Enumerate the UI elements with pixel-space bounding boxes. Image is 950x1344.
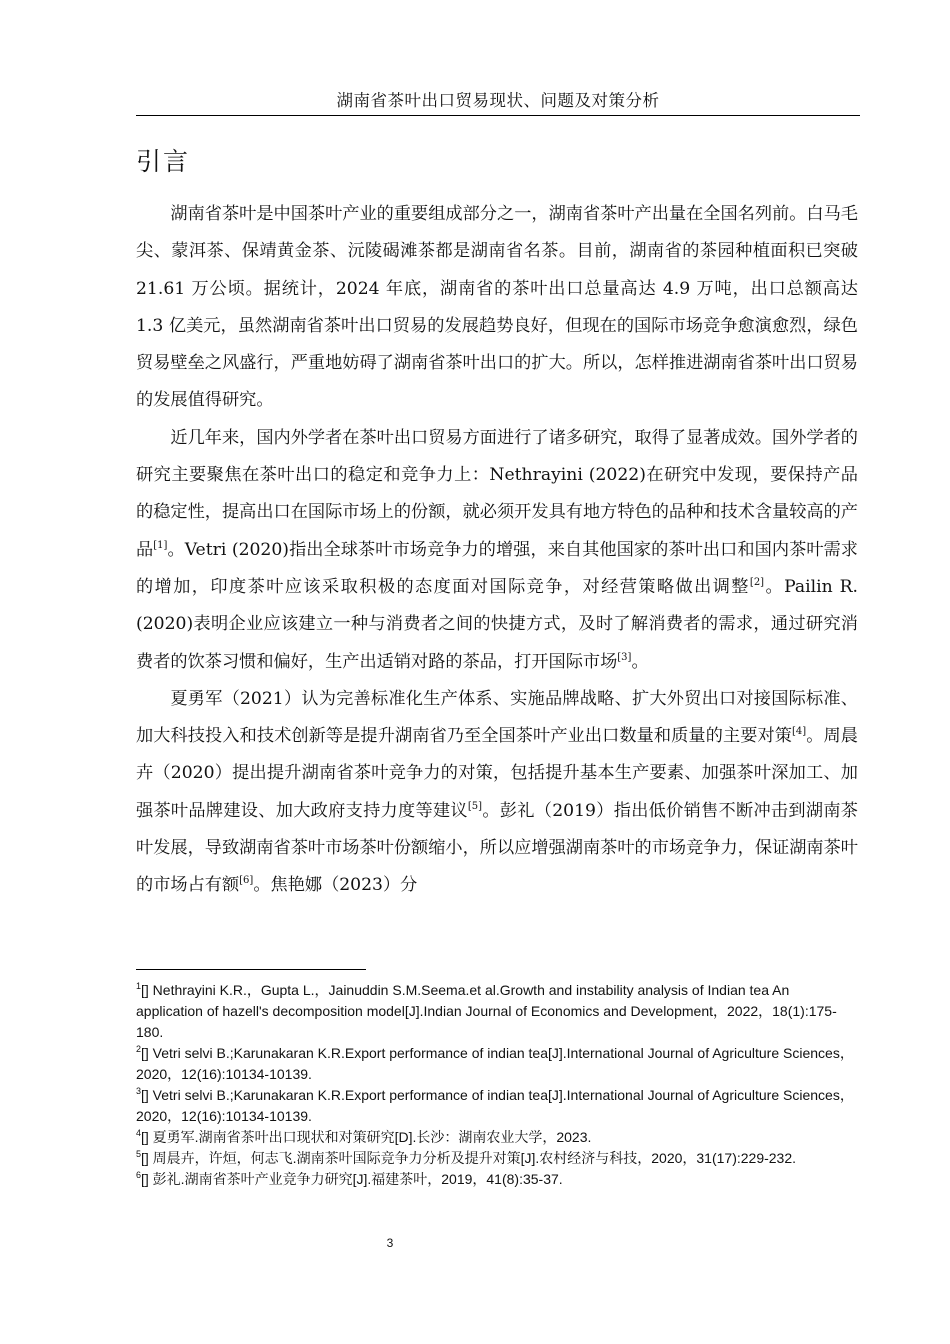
paragraph [136, 420, 858, 681]
footnote-text: [] 彭礼.湖南省茶叶产业竞争力研究[J].福建茶叶，2019，41(8):35-37. [141, 1171, 563, 1187]
header-rule [136, 115, 860, 116]
citation-marker: [5] [467, 800, 483, 812]
paragraph-text: 夏勇军（2021）认为完善标准化生产体系、实施品牌战略、扩大外贸出口对接国际标准、加大科技投入和技术创新等是提升湖南省乃至全国茶叶产业出口数量和质量的主要对策 [136, 688, 858, 747]
footnote-text: [] 夏勇军.湖南省茶叶出口现状和对策研究[D].长沙：湖南农业大学，2023. [141, 1129, 592, 1145]
footnote [136, 1127, 856, 1148]
footnote-mark: 2 [136, 1044, 142, 1054]
footnote-mark: 3 [136, 1086, 142, 1096]
footnote [136, 980, 856, 1043]
paragraph-text: 。 [631, 651, 649, 672]
paragraph-text: 。彭礼（2019）指出低价销售不断冲击到湖南茶叶发展，导致湖南省茶叶市场茶叶份额缩小，所以应增强湖南茶叶的市场竞争力，保证湖南茶叶的市场占有额 [136, 800, 858, 896]
citation-marker: [2] [749, 576, 765, 588]
footnote-separator [136, 969, 366, 970]
paragraph [136, 681, 858, 905]
footnote-text: [] Vetri selvi B.;Karunakaran K.R.Export performance of indian tea[J].International Journal of Agriculture Sciences，2020，12(16):10134-10139. [136, 1087, 854, 1124]
footnote-mark: 6 [136, 1170, 142, 1180]
footnote-text: [] 周晨卉，许烜，何志飞.湖南茶叶国际竞争力分析及提升对策[J].农村经济与科技，2020，31(17):229-232. [141, 1150, 797, 1166]
footnote-mark: 4 [136, 1128, 142, 1138]
paragraph-text: 。周晨卉（2020）提出提升湖南省茶叶竞争力的对策，包括提升基本生产要素、加强茶叶深加工、加强茶叶品牌建设、加大政府支持力度等建议 [136, 726, 858, 821]
footnote [136, 1169, 856, 1190]
footnote-mark: 1 [136, 981, 142, 991]
body-text [136, 196, 858, 905]
running-header: 湖南省茶叶出口贸易现状、问题及对策分析 [336, 91, 660, 110]
paragraph [136, 196, 858, 420]
paragraph-text: 。Pailin R.(2020)表明企业应该建立一种与消费者之间的快捷方式，及时了解消费者的需求，通过研究消费者的饮茶习惯和偏好，生产出适销对路的茶品，打开国际市场 [136, 576, 858, 672]
citation-marker: [4] [792, 726, 807, 738]
citation-marker: [1] [153, 539, 168, 551]
footnote-text: [] Vetri selvi B.;Karunakaran K.R.Export performance of indian tea[J].International Journal of Agriculture Sciences，2020，12(16):10134-10139. [136, 1045, 854, 1082]
page-number: 3 [386, 1236, 394, 1250]
footnote-mark: 5 [136, 1149, 142, 1159]
paragraph-text: 湖南省茶叶是中国茶叶产业的重要组成部分之一，湖南省茶叶产出量在全国名列前。白马毛尖、蒙洱茶、保靖黄金茶、沅陵碣滩茶都是湖南省名茶。目前，湖南省的茶园种植面积已突破 21.61 万公顷。据统计，2024 年底，湖南省的茶叶出口总量高达 4.9 万吨，出口总额高达 1.3 亿美元，虽然湖南省茶叶出口贸易的发展趋势良好，但现在的国际市场竞争愈演愈烈，绿色贸易壁垒之风盛行，严重地妨碍了湖南省茶叶出口的扩大。所以，怎样推进湖南省茶叶出口贸易的发展值得研究。 [136, 204, 858, 411]
footnote [136, 1085, 856, 1127]
footnote [136, 1043, 856, 1085]
paragraph-text: 。Vetri (2020)指出全球茶叶市场竞争力的增强，来自其他国家的茶叶出口和国内茶叶需求的增加，印度茶叶应该采取积极的态度面对国际竞争，对经营策略做出调整 [136, 539, 858, 597]
footnote-text: [] Nethrayini K.R.，Gupta L.，Jainuddin S.M.Seema.et al.Growth and instability analysis of Indian tea An application of hazell's decomposition model[J].Indian Journal of Economics and Development，2022，18(1):175-180. [136, 982, 837, 1040]
paragraph-text: 。焦艳娜（2023）分 [253, 875, 418, 896]
section-title: 引言 [136, 147, 191, 176]
paragraph-text: 近几年来，国内外学者在茶叶出口贸易方面进行了诸多研究，取得了显著成效。国外学者的研究主要聚焦在茶叶出口的稳定和竞争力上：Nethrayini (2022)在研究中发现，要保持产品的稳定性，提高出口在国际市场上的份额，就必须开发具有地方特色的品种和技术含量较高的产品 [136, 427, 858, 560]
citation-marker: [6] [239, 875, 254, 887]
footnotes [136, 980, 856, 1190]
citation-marker: [3] [617, 651, 632, 663]
footnote [136, 1148, 856, 1169]
